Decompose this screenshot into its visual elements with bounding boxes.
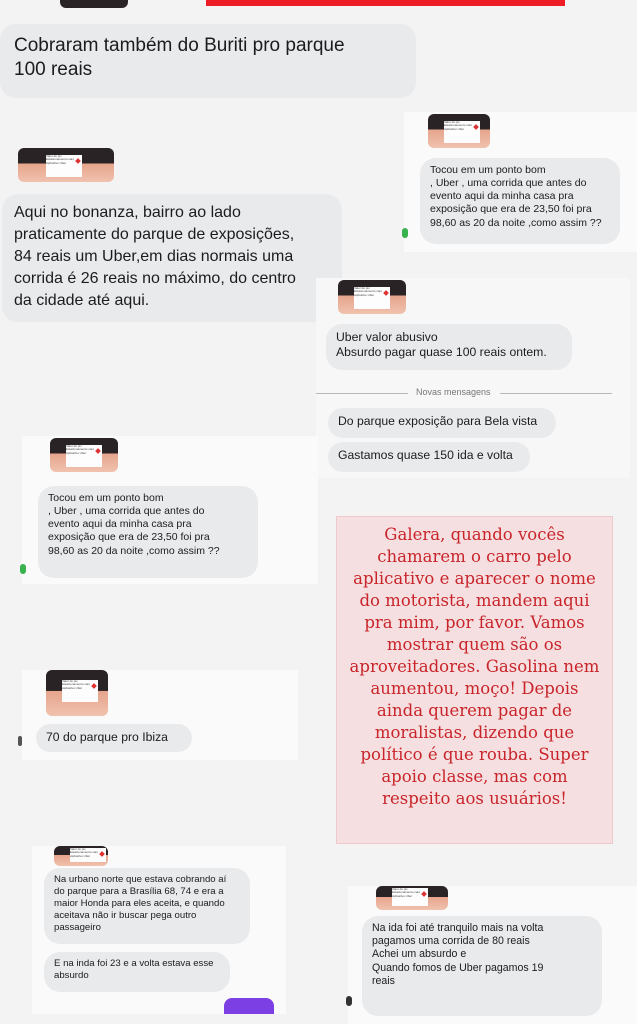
divider-line-left	[316, 393, 408, 394]
profile-thumbnail	[428, 114, 490, 148]
profile-thumbnail	[338, 280, 406, 314]
thumbnail-note: Valor do pix Estacionamento caro Aplicativo Uber	[62, 680, 98, 702]
avatar-indicator	[20, 564, 26, 574]
message-bubble-buriti: Cobraram também do Buriti pro parque 100 reais	[0, 24, 416, 98]
send-button[interactable]	[224, 998, 274, 1014]
divider-label: Novas mensagens	[416, 387, 491, 397]
avatar-indicator	[402, 228, 408, 238]
screenshot-card-left-5	[32, 846, 286, 1014]
screenshot-card-left-3	[22, 436, 318, 584]
new-messages-divider	[316, 388, 612, 398]
top-thumbnail-fragment	[60, 0, 128, 8]
message-bubble-valor-abusivo: Uber valor abusivo Absurdo pagar quase 100 reais ontem.	[326, 324, 572, 370]
message-bubble-ida-tranquilo: Na ida foi até tranquilo mais na volta pagamos uma corrida de 80 reais Achei um absurdo e Quando fomos de Uber pagamos 19 reais	[362, 916, 602, 1016]
thumbnail-note: Valor do pix Estacionamento caro Aplicativo Uber	[70, 848, 106, 862]
divider-line-right	[500, 393, 612, 394]
message-bubble-ibiza: 70 do parque pro Ibiza	[36, 724, 192, 752]
screenshot-card-right-1	[404, 112, 637, 252]
screenshot-card-right-6	[348, 886, 637, 1024]
message-bubble-ida-23: E na inda foi 23 e a volta estava esse absurdo	[44, 952, 230, 992]
thumbnail-note: Valor do pix Estacionamento caro Aplicativo Uber	[444, 121, 480, 143]
profile-thumbnail	[46, 670, 108, 716]
thumbnail-note: Valor do pix Estacionamento caro Aplicativo Uber	[66, 445, 102, 467]
message-bubble-bela-vista: Do parque exposição para Bela vista	[328, 408, 556, 438]
message-bubble-urbano-norte: Na urbano norte que estava cobrando aí do parque para a Brasília 68, 74 e era a maior Honda para eles aceita, e quando aceitava não ir buscar pega outro passageiro	[44, 868, 250, 944]
thumbnail-note: Valor do pix Estacionamento caro Aplicativo Uber	[354, 287, 390, 309]
highlight-overlay-message: Galera, quando vocês chamarem o carro pelo aplicativo e aparecer o nome do motorista, mandem aqui pra mim, por favor. Vamos mostrar quem são os aproveitadores. Gasolina nem aumentou, moço! Depois ainda querem pagar de moralistas, dizendo que político é que rouba. Super apoio classe, mas com respeito aos usuários!	[336, 516, 613, 844]
message-bubble-bonanza: Aqui no bonanza, bairro ao lado praticamente do parque de exposições, 84 reais um Uber,em dias normais uma corrida é 26 reais no máximo, do centro da cidade até aqui.	[2, 194, 342, 322]
thumbnail-note: Valor do pix Estacionamento caro Aplicativo Uber	[46, 155, 82, 177]
message-bubble-ponto-bom-2: Tocou em um ponto bom , Uber , uma corrida que antes do evento aqui da minha casa pra exposição que era de 23,50 foi pra 98,60 as 20 da noite ,como assim ??	[38, 486, 258, 578]
message-bubble-150-ida-volta: Gastamos quase 150 ida e volta	[328, 442, 530, 472]
message-bubble-ponto-bom: Tocou em um ponto bom , Uber , uma corrida que antes do evento aqui da minha casa pra exposição que era de 23,50 foi pra 98,60 as 20 da noite ,como assim ??	[420, 158, 620, 244]
avatar-indicator	[346, 996, 352, 1006]
profile-thumbnail	[18, 148, 114, 182]
profile-thumbnail	[54, 846, 108, 866]
thumbnail-note: Valor do pix Estacionamento caro Aplicativo Uber	[392, 888, 428, 906]
screenshot-card-left-4	[22, 670, 298, 760]
profile-thumbnail	[50, 438, 118, 472]
top-red-banner	[206, 0, 565, 6]
avatar-indicator	[18, 736, 22, 746]
profile-thumbnail	[376, 886, 448, 910]
